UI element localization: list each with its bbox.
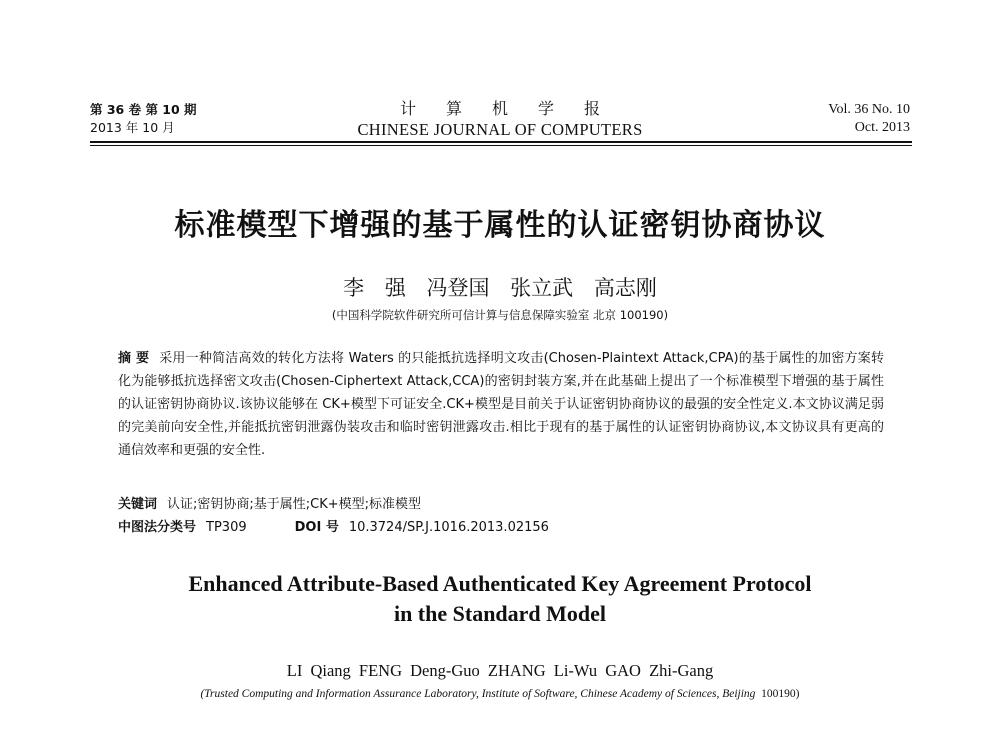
doi-label: DOI 号 <box>294 520 339 535</box>
paper-title-en <box>0 569 1000 629</box>
header-rule-thin <box>90 145 912 146</box>
abstract-label: 摘 要 <box>118 351 150 366</box>
title-en-line2: in the Standard Model <box>393 601 607 626</box>
volume-en: Vol. 36 No. 10 <box>828 102 910 117</box>
cropped-text-line <box>130 731 890 743</box>
title-en-line1: Enhanced Attribute-Based Authenticated Key Agreement Protocol <box>188 571 812 596</box>
keywords-text: 认证;密钥协商;基于属性;CK+模型;标准模型 <box>167 497 422 512</box>
affiliation-en <box>0 688 1000 700</box>
abstract-cn <box>118 347 884 462</box>
date-cn: 2013 年 10 月 <box>90 120 175 135</box>
authors-en: LI Qiang FENG Deng-Guo ZHANG Li-Wu GAO Zhi-Gang <box>286 661 714 680</box>
date-en: Oct. 2013 <box>854 120 910 135</box>
journal-name-en: CHINESE JOURNAL OF COMPUTERS <box>357 120 643 139</box>
clc-value: TP309 <box>206 520 247 535</box>
keywords <box>118 495 884 515</box>
running-header-left <box>90 101 197 137</box>
journal-name-cn: 计算机学报 <box>399 99 630 118</box>
affiliation-en-text: (Trusted Computing and Information Assurance Laboratory, Institute of Software, Chinese Academy of Sciences, Beijing <box>200 688 756 700</box>
classification <box>118 518 884 538</box>
keywords-label: 关键词 <box>118 497 158 512</box>
volume-issue: 第 36 卷 第 10 期 <box>90 102 197 117</box>
running-header-right <box>828 101 910 137</box>
paper-title-cn: 标准模型下增强的基于属性的认证密钥协商协议 <box>174 208 826 243</box>
affiliation-cn: (中国科学院软件研究所可信计算与信息保障实验室 北京 100190) <box>331 308 669 322</box>
clc-label: 中图法分类号 <box>118 520 197 535</box>
authors-cn: 李 强 冯登国 张立武 高志刚 <box>343 276 657 300</box>
doi-value: 10.3724/SP.J.1016.2013.02156 <box>348 520 549 535</box>
running-header-center <box>300 98 700 140</box>
affiliation-en-postcode: 100190) <box>761 688 800 700</box>
header-rule-thick <box>90 141 912 143</box>
abstract-text: 采用一种简洁高效的转化方法将 Waters 的只能抵抗选择明文攻击(Chosen-Plaintext Attack,CPA)的基于属性的加密方案转化为能够抵抗选择密文攻击(Chosen-Ciphertext Attack,CCA)的密钥封装方案,并在此基础上提出了一个标准模型下增强的基于属性的认证密钥协商协议.该协议能够在 CK+模型下可证安全.CK+模型是目前关于认证密钥协商协议的最强的安全性定义.本文协议满足弱的完美前向安全性,并能抵抗密钥泄露伪装攻击和临时密钥泄露攻击.相比于现有的基于属性的认证密钥协商协议,本文协议具有更高的通信效率和更强的安全性. <box>118 351 884 458</box>
